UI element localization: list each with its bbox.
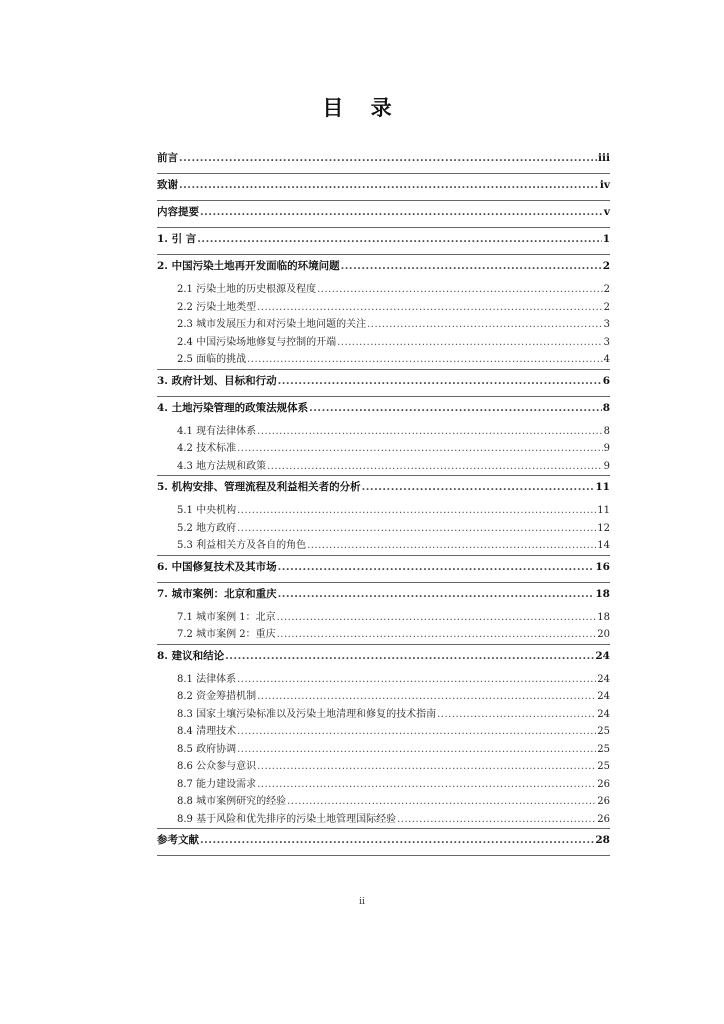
toc-entry-references[interactable] [157,829,610,856]
leader-dots [267,458,603,476]
toc-page: 24 [595,649,610,662]
toc-page: 26 [597,796,610,807]
leader-dots [277,626,597,644]
toc-page: 3 [603,336,610,348]
toc-entry-section-2-4[interactable] [157,334,610,352]
toc-entry-chapter-8[interactable] [157,645,610,671]
leader-dots [397,811,596,829]
toc-entry-section-2-3[interactable] [157,316,610,334]
toc-label: 2.5 面临的挑战 [177,354,247,365]
leader-dots [257,423,603,441]
toc-entry-summary[interactable] [157,201,610,228]
toc-label: 参考文献 [157,834,199,846]
toc-label: 5. 机构安排、管理流程及利益相关者的分析 [157,481,361,493]
toc-page: 25 [597,743,610,755]
leader-dots [237,741,596,759]
toc-page: v [603,206,610,218]
toc-entry-chapter-1[interactable] [157,228,610,255]
toc-page: 1 [602,233,610,245]
leader-dots [257,776,596,794]
toc-page: 9 [603,460,610,472]
toc-label: 4.3 地方法规和政策 [177,460,267,472]
toc-page: iii [598,152,610,164]
leader-dots [307,537,596,555]
toc-entry-section-8-1[interactable] [157,671,610,689]
leader-dots [362,476,595,498]
toc-label: 前言 [157,152,178,164]
toc-label: 6. 中国修复技术及其市场 [157,560,277,573]
leader-dots [257,758,596,776]
toc-entry-chapter-5[interactable] [157,476,610,502]
toc-label: 5.2 地方政府 [177,522,237,534]
toc-label: 2.2 污染土地类型 [177,301,257,313]
toc-page: 11 [595,481,610,493]
toc-entry-section-8-2[interactable] [157,688,610,706]
leader-dots [225,645,594,667]
leader-dots [179,147,597,169]
toc-entry-section-8-7[interactable] [157,776,610,794]
toc-label: 8.8 城市案例研究的经验 [177,796,287,807]
toc-entry-section-5-2[interactable] [157,520,610,538]
leader-dots [278,583,595,605]
toc-label: 8.4 清理技术 [177,726,237,737]
toc-entry-section-5-1[interactable] [157,502,610,520]
toc-page: 2 [603,284,610,295]
toc-entry-section-4-2[interactable] [157,440,610,458]
toc-page: 11 [597,505,610,516]
toc-entry-section-2-1[interactable] [157,281,610,299]
leader-dots [257,688,596,706]
toc-label: 8.3 国家土壤污染标准以及污染土地清理和修复的技术指南 [177,708,437,720]
leader-dots [237,520,596,538]
leader-dots [200,201,603,223]
toc-entry-chapter-6[interactable] [157,556,610,583]
page-number: ii [359,897,365,907]
toc-label: 5.1 中央机构 [177,505,237,516]
toc-entry-section-8-4[interactable] [157,723,610,741]
leader-dots [237,502,596,520]
toc-page: 12 [597,522,610,534]
table-of-contents [157,147,610,856]
toc-label: 8.1 法律体系 [177,673,237,685]
toc-label: 8. 建议和结论 [157,649,225,662]
toc-entry-chapter-2[interactable] [157,255,610,281]
toc-label: 7. 城市案例：北京和重庆 [157,587,277,600]
leader-dots [257,299,603,317]
toc-page: 8 [602,401,610,414]
toc-entry-section-8-6[interactable] [157,758,610,776]
leader-dots [278,370,602,392]
leader-dots [237,723,596,741]
leader-dots [247,351,603,369]
toc-label: 4. 土地污染管理的政策法规体系 [157,401,309,414]
toc-label: 致谢 [157,179,178,191]
toc-label: 8.5 政府协调 [177,743,237,755]
toc-page: 9 [603,443,610,454]
toc-entry-section-4-3[interactable] [157,458,610,477]
page-title: 目 录 [322,95,402,120]
toc-page: 18 [597,611,610,623]
leader-dots [287,793,596,811]
toc-label: 内容提要 [157,206,199,218]
toc-page: 2 [603,301,610,313]
toc-page: 4 [603,354,610,365]
leader-dots [277,609,597,627]
toc-page: 28 [595,834,610,846]
toc-entry-chapter-7[interactable] [157,583,610,609]
toc-entry-section-8-8[interactable] [157,793,610,811]
toc-page: 25 [597,761,610,772]
toc-page: 8 [603,425,610,437]
toc-label: 8.7 能力建设需求 [177,778,257,790]
toc-label: 1. 引 言 [157,233,197,245]
toc-label: 4.1 现有法律体系 [177,425,257,437]
toc-page: 14 [597,540,610,551]
toc-entry-section-2-5[interactable] [157,351,610,370]
toc-label: 5.3 利益相关方及各自的角色 [177,540,307,551]
toc-label: 7.2 城市案例 2：重庆 [177,629,276,640]
toc-entry-section-4-1[interactable] [157,423,610,441]
toc-page: iv [599,179,610,191]
toc-label: 8.9 基于风险和优先排序的污染土地管理国际经验 [177,813,397,825]
toc-label: 2.1 污染土地的历史根源及程度 [177,284,317,295]
toc-entry-chapter-4[interactable] [157,397,610,423]
toc-label: 8.6 公众参与意识 [177,761,257,772]
toc-page: 20 [597,629,610,640]
toc-label: 3. 政府计划、目标和行动 [157,374,277,387]
leader-dots [317,281,603,299]
toc-page: 24 [597,691,610,702]
toc-label: 4.2 技术标准 [177,443,237,454]
toc-entry-section-2-2[interactable] [157,299,610,317]
toc-label: 2. 中国污染土地再开发面临的环境问题 [157,260,340,272]
toc-entry-chapter-3[interactable] [157,370,610,397]
toc-entry-section-8-5[interactable] [157,741,610,759]
leader-dots [237,671,596,689]
leader-dots [437,706,596,724]
toc-page: 25 [597,726,610,737]
toc-entry-section-5-3[interactable] [157,537,610,556]
toc-entry-section-8-9[interactable] [157,811,610,830]
leader-dots [197,228,601,250]
toc-page: 6 [602,374,610,387]
toc-page: 24 [597,673,610,685]
toc-page: 26 [597,813,610,825]
leader-dots [200,829,594,851]
toc-entry-acknowledgements[interactable] [157,174,610,201]
toc-label: 2.3 城市发展压力和对污染土地问题的关注 [177,319,367,330]
leader-dots [237,440,603,458]
leader-dots [337,334,603,352]
leader-dots [341,255,602,277]
leader-dots [179,174,599,196]
toc-entry-preface[interactable] [157,147,610,174]
toc-page: 3 [603,319,610,330]
toc-entry-section-7-2[interactable] [157,626,610,645]
toc-page: 24 [597,708,610,720]
toc-page: 26 [597,778,610,790]
toc-label: 8.2 资金筹措机制 [177,691,257,702]
toc-label: 2.4 中国污染场地修复与控制的开端 [177,336,337,348]
toc-entry-section-8-3[interactable] [157,706,610,724]
leader-dots [309,397,602,419]
toc-page: 2 [602,260,610,272]
toc-page: 16 [595,560,610,573]
toc-page: 18 [595,587,610,600]
toc-entry-section-7-1[interactable] [157,609,610,627]
toc-label: 7.1 城市案例 1：北京 [177,611,276,623]
leader-dots [278,556,595,578]
leader-dots [367,316,603,334]
